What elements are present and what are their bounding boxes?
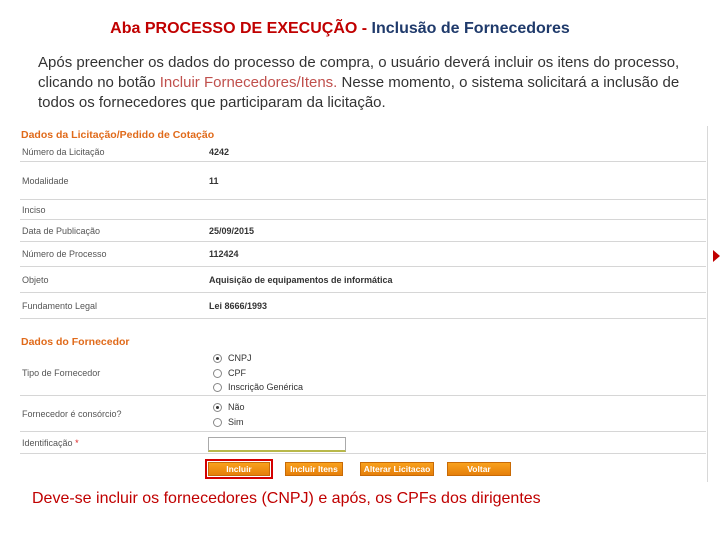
label-consorcio: Fornecedor é consórcio? <box>22 408 122 419</box>
intro-highlight: Incluir Fornecedores/Itens. <box>159 74 338 91</box>
radio-option-nao[interactable] <box>213 402 245 412</box>
edge-arrow-icon <box>713 250 720 262</box>
row-fundamento-legal <box>20 293 706 319</box>
row-modalidade <box>20 162 706 200</box>
label-fundamento-legal: Fundamento Legal <box>22 300 98 311</box>
value-data-publicacao: 25/09/2015 <box>209 225 255 236</box>
row-inciso <box>20 200 706 220</box>
radio-option-cnpj[interactable] <box>213 353 252 363</box>
radio-label-sim: Sim <box>228 417 244 427</box>
label-modalidade: Modalidade <box>22 175 69 186</box>
bottom-note: Deve-se incluir os fornecedores (CNPJ) e após, os CPFs dos dirigentes <box>32 490 541 507</box>
required-marker: * <box>75 437 79 448</box>
value-modalidade: 11 <box>209 175 219 186</box>
slide-title <box>0 20 680 38</box>
section-title-fornecedor: Dados do Fornecedor <box>21 336 130 348</box>
radio-unselected-icon[interactable] <box>213 369 222 378</box>
label-inciso: Inciso <box>22 204 46 215</box>
radio-option-inscricao-generica[interactable] <box>213 382 303 392</box>
row-numero-licitacao <box>20 142 706 162</box>
row-numero-processo <box>20 242 706 267</box>
row-consorcio <box>20 396 706 432</box>
value-numero-processo: 112424 <box>209 249 239 259</box>
identificacao-input[interactable] <box>208 437 346 452</box>
radio-option-sim[interactable] <box>213 417 244 427</box>
intro-paragraph <box>38 53 698 113</box>
alterar-licitacao-button[interactable]: Alterar Licitacao <box>360 462 434 476</box>
intro-text-after: Nesse momento, o sistema solicitará a inclusão de todos os fornecedores que participaram da licitação. <box>38 74 680 111</box>
row-objeto <box>20 267 706 293</box>
label-numero-processo: Número de Processo <box>22 249 107 259</box>
form-screenshot <box>18 126 708 482</box>
voltar-button[interactable]: Voltar <box>447 462 511 476</box>
value-objeto: Aquisição de equipamentos de informática <box>209 274 393 285</box>
radio-label-cpf: CPF <box>228 368 246 378</box>
incluir-button[interactable]: Incluir <box>208 462 270 476</box>
slide-title-part1: Aba PROCESSO DE EXECUÇÃO - <box>110 20 372 37</box>
radio-unselected-icon[interactable] <box>213 418 222 427</box>
row-tipo-fornecedor <box>20 350 706 396</box>
row-data-publicacao <box>20 220 706 242</box>
intro-text-before: Após preencher os dados do processo de compra, o usuário deverá incluir os itens do processo, clicando no botão <box>38 54 680 91</box>
label-identificacao: Identificação * <box>22 437 79 448</box>
value-fundamento-legal: Lei 8666/1993 <box>209 300 268 311</box>
radio-label-cnpj: CNPJ <box>228 353 252 363</box>
slide-title-part2: Inclusão de Fornecedores <box>371 20 570 37</box>
radio-label-inscricao-generica: Inscrição Genérica <box>228 382 304 392</box>
label-objeto: Objeto <box>22 274 49 285</box>
radio-selected-icon[interactable] <box>213 354 222 363</box>
label-data-publicacao: Data de Publicação <box>22 225 101 236</box>
incluir-itens-button[interactable]: Incluir Itens <box>285 462 343 476</box>
section-title-licitacao: Dados da Licitação/Pedido de Cotação <box>21 129 215 141</box>
radio-label-nao: Não <box>228 402 245 412</box>
value-numero-licitacao: 4242 <box>209 146 230 157</box>
radio-selected-icon[interactable] <box>213 403 222 412</box>
radio-unselected-icon[interactable] <box>213 383 222 392</box>
label-numero-licitacao: Número da Licitação <box>22 146 105 157</box>
radio-option-cpf[interactable] <box>213 368 246 378</box>
row-identificacao <box>20 432 706 454</box>
label-tipo-fornecedor: Tipo de Fornecedor <box>22 367 101 378</box>
